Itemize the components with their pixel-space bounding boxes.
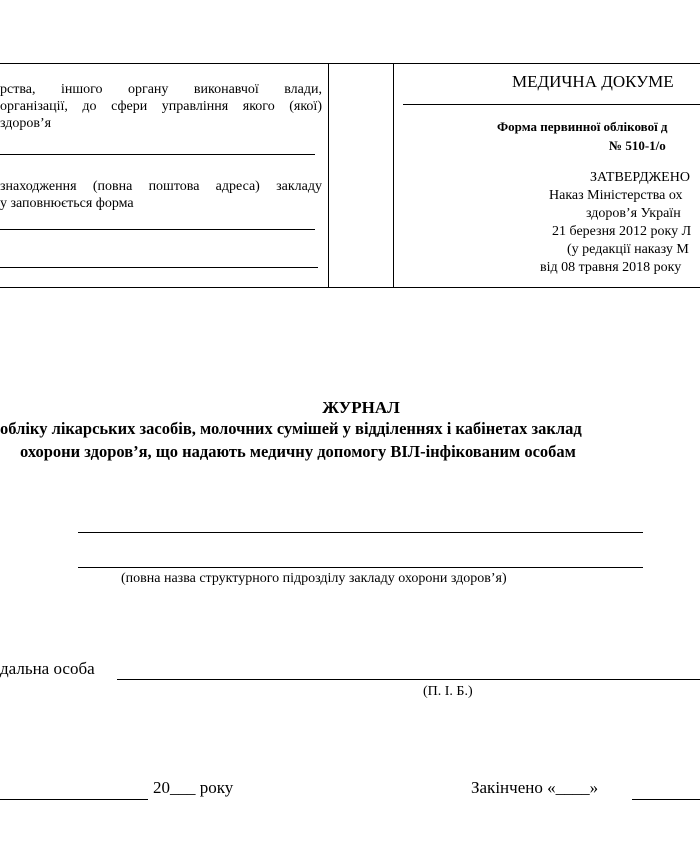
- responsible-label: дальна особа: [0, 659, 95, 678]
- subdivision-caption: (повна назва структурного підрозділу закладу охорони здоров’я): [121, 571, 507, 586]
- left-text1-line1: рства, іншого органу виконавчої влади,: [0, 82, 322, 97]
- journal-subtitle-line1: обліку лікарських засобів, молочних сумішей у відділеннях і кабінетах заклад: [0, 419, 582, 438]
- header-top-border: [0, 63, 700, 64]
- responsible-fill-line: [117, 679, 700, 680]
- journal-subtitle-line2: охорони здоров’я, що надають медичну допомогу ВІЛ-інфікованим особам: [20, 442, 576, 461]
- medical-doc-heading: МЕДИЧНА ДОКУМЕ: [512, 72, 674, 91]
- heading-underline: [403, 104, 700, 105]
- left-fill-line-1: [0, 154, 315, 155]
- left-fill-line-2: [0, 229, 315, 230]
- left-text2-line2: у заповнюється форма: [0, 196, 134, 211]
- left-text2-line1: знаходження (повна поштова адреса) закладу: [0, 179, 322, 194]
- started-year-text: 20___ року: [153, 778, 234, 797]
- left-text1-line2: організації, до сфери управління якого (якої): [0, 99, 322, 114]
- finished-label: Закінчено «____»: [471, 778, 599, 797]
- approved-label: ЗАТВЕРДЖЕНО: [590, 170, 690, 185]
- left-text1-line3: здоров’я: [0, 116, 52, 131]
- order-line-4: (у редакції наказу М: [567, 242, 689, 257]
- journal-title: ЖУРНАЛ: [322, 398, 400, 417]
- responsible-caption: (П. І. Б.): [423, 684, 473, 699]
- left-fill-line-3: [0, 267, 318, 268]
- order-line-2: здоров’я Україн: [586, 206, 681, 221]
- form-number: № 510-1/о: [609, 138, 666, 153]
- order-line-1: Наказ Міністерства ох: [549, 188, 683, 203]
- header-divider-left: [328, 63, 329, 287]
- header-bottom-border: [0, 287, 700, 288]
- started-fill-line: [0, 799, 148, 800]
- order-line-5: від 08 травня 2018 року: [540, 260, 682, 275]
- order-line-3: 21 березня 2012 року Л: [552, 224, 692, 239]
- subdivision-fill-line-1: [78, 532, 643, 533]
- form-label: Форма первинної облікової д: [497, 119, 668, 134]
- header-divider-right: [393, 63, 394, 287]
- subdivision-fill-line-2: [78, 567, 643, 568]
- finished-fill-line: [632, 799, 700, 800]
